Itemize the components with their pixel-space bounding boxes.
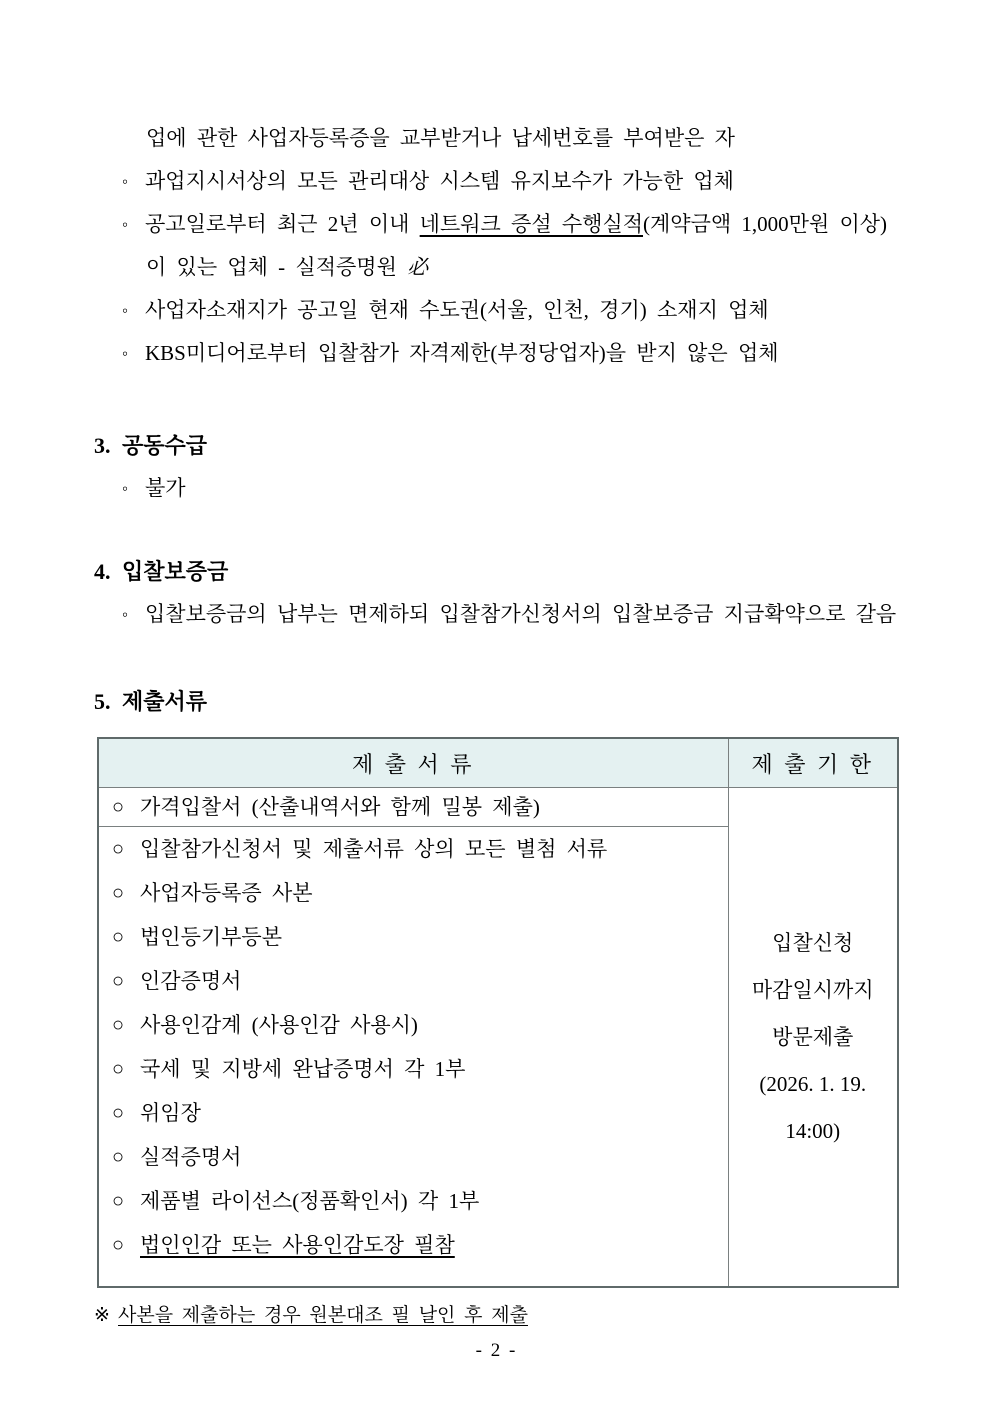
document-item (99, 1003, 728, 1047)
qualification-item-text: 과업지시서상의 모든 관리대상 시스템 유지보수가 가능한 업체 (145, 169, 734, 193)
open-circle-icon: ○ (112, 796, 125, 818)
circle-bullet-icon: ◦ (122, 344, 129, 363)
section-heading-joint-supply (94, 424, 900, 467)
open-circle-icon: ○ (112, 882, 125, 904)
document-content (94, 0, 900, 1362)
qualification-item-restriction (94, 332, 900, 375)
performance-continuation-text: 이 있는 업체 - 실적증명원 (146, 255, 408, 279)
performance-underlined-text: 네트워크 증설 수행실적 (419, 212, 644, 236)
table-header-documents: 제 출 서 류 (98, 738, 728, 788)
open-circle-icon: ○ (112, 1014, 125, 1036)
open-circle-icon: ○ (112, 1102, 125, 1124)
document-item-text: 국세 및 지방세 완납증명서 각 1부 (140, 1057, 466, 1081)
document-item-text: 인감증명서 (140, 969, 242, 993)
qualification-item-performance-continuation (94, 246, 900, 289)
deadline-line: 입찰신청 (772, 930, 854, 955)
joint-supply-item-text: 불가 (145, 476, 186, 500)
qualification-item-location (94, 289, 900, 332)
deadline-line: 마감일시까지 (751, 977, 874, 1002)
document-item (99, 827, 728, 871)
document-list-cell (98, 827, 728, 1288)
performance-pre-text: 공고일로부터 최근 2년 이내 (145, 212, 420, 236)
qualification-continuation-text: 업에 관한 사업자등록증을 교부받거나 납세번호를 부여받은 자 (146, 126, 735, 150)
deadline-line: 14:00) (785, 1118, 841, 1143)
document-item-text: 위임장 (140, 1101, 201, 1125)
submission-documents-table (97, 737, 899, 1288)
required-hanja-mark: 必 (407, 255, 429, 279)
open-circle-icon: ○ (112, 838, 125, 860)
document-item-text: 사용인감계 (사용인감 사용시) (140, 1013, 418, 1037)
document-item (99, 871, 728, 915)
section-title: 입찰보증금 (122, 559, 229, 584)
deadline-line: (2026. 1. 19. (759, 1071, 867, 1096)
document-item (99, 1135, 728, 1179)
document-item (99, 1091, 728, 1135)
document-item (99, 959, 728, 1003)
circle-bullet-icon: ◦ (122, 301, 129, 320)
open-circle-icon: ○ (112, 1146, 125, 1168)
document-item-text: 사업자등록증 사본 (140, 881, 313, 905)
document-item (99, 1179, 728, 1223)
circle-bullet-icon: ◦ (122, 215, 129, 234)
section-number: 3. (94, 433, 111, 458)
document-item-text: 제품별 라이선스(정품확인서) 각 1부 (140, 1189, 480, 1213)
document-item (99, 788, 728, 826)
bid-bond-item-text: 입찰보증금의 납부는 면제하되 입찰참가신청서의 입찰보증금 지급확약으로 갈음 (145, 602, 897, 626)
copy-submission-footnote (94, 1302, 900, 1330)
bid-bond-item (94, 593, 900, 636)
document-item-text: 입찰참가신청서 및 제출서류 상의 모든 별첨 서류 (140, 837, 608, 861)
document-cell-price-bid (98, 788, 728, 827)
qualification-item-text (145, 203, 900, 246)
open-circle-icon: ○ (112, 1234, 125, 1256)
joint-supply-item (94, 467, 900, 510)
document-item-text: 법인등기부등본 (140, 925, 283, 949)
section-number: 5. (94, 689, 111, 714)
deadline-cell (728, 788, 898, 1288)
qualification-item-maintenance (94, 160, 900, 203)
section-title: 공동수급 (122, 433, 208, 458)
open-circle-icon: ○ (112, 970, 125, 992)
page-number: - 2 - (475, 1340, 518, 1361)
open-circle-icon: ○ (112, 1058, 125, 1080)
circle-bullet-icon: ◦ (122, 172, 129, 191)
section-title: 제출서류 (122, 689, 208, 714)
qualification-continuation-line (94, 117, 900, 160)
circle-bullet-icon: ◦ (122, 479, 129, 498)
open-circle-icon: ○ (112, 1190, 125, 1212)
section-heading-bid-bond (94, 550, 900, 593)
qualification-item-text: 사업자소재지가 공고일 현재 수도권(서울, 인천, 경기) 소재지 업체 (145, 298, 769, 322)
footnote-text: 사본을 제출하는 경우 원본대조 필 날인 후 제출 (118, 1305, 528, 1326)
performance-post-text: (계약금액 1,000만원 이상) (643, 212, 888, 236)
section-number: 4. (94, 559, 111, 584)
qualification-item-performance (94, 203, 900, 246)
deadline-line: 방문제출 (772, 1024, 854, 1049)
section-heading-submission-documents (94, 680, 900, 723)
document-item (99, 915, 728, 959)
document-item-text: 가격입찰서 (산출내역서와 함께 밀봉 제출) (140, 795, 540, 819)
qualification-item-text: KBS미디어로부터 입찰참가 자격제한(부정당업자)을 받지 않은 업체 (145, 341, 779, 365)
document-item-seal-required (99, 1223, 728, 1267)
document-item-text: 실적증명서 (140, 1145, 242, 1169)
table-header-row (98, 738, 898, 788)
table-row (98, 788, 898, 827)
reference-mark-icon: ※ (94, 1305, 110, 1326)
document-item-text-underlined: 법인인감 또는 사용인감도장 필참 (140, 1233, 455, 1257)
table-header-deadline: 제 출 기 한 (728, 738, 898, 788)
document-item (99, 1047, 728, 1091)
circle-bullet-icon: ◦ (122, 605, 129, 624)
open-circle-icon: ○ (112, 926, 125, 948)
